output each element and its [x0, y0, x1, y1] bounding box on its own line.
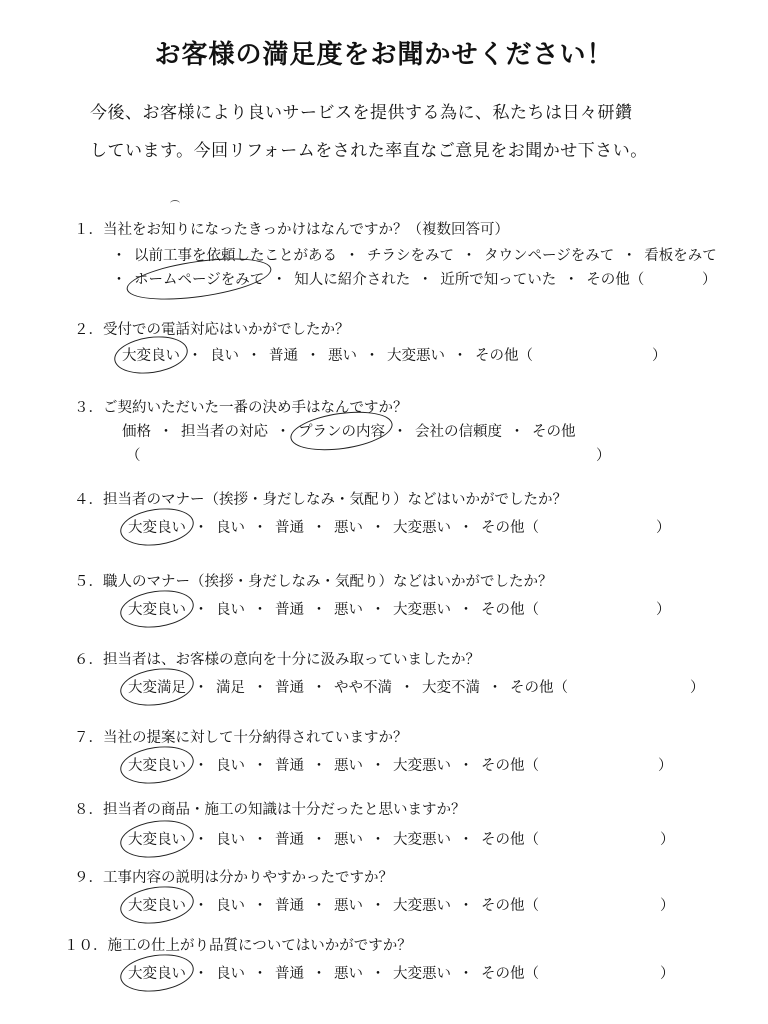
option-very-satisfied[interactable]: 大変満足	[128, 676, 186, 697]
separator: ・	[417, 272, 433, 288]
separator: ・	[370, 966, 386, 982]
option-average[interactable]: 普通	[275, 832, 304, 848]
separator: ・	[370, 602, 386, 618]
option-very-bad[interactable]: 大変悪い	[393, 758, 451, 774]
option-average[interactable]: 普通	[275, 966, 304, 982]
option-referral[interactable]: 知人に紹介された	[294, 272, 411, 288]
option-flyer[interactable]: チラシをみて	[367, 248, 454, 264]
option-townpage[interactable]: タウンページをみて	[484, 248, 615, 264]
separator: ・	[187, 348, 203, 364]
option-good[interactable]: 良い	[216, 832, 245, 848]
question-2-label: ２．受付での電話対応はいかがでしたか？	[74, 322, 350, 338]
option-very-bad[interactable]: 大変悪い	[393, 832, 451, 848]
page-title: お客様の満足度をお聞かせください！	[154, 40, 614, 70]
question-4-options	[128, 516, 539, 537]
separator: ・	[344, 248, 360, 264]
option-other[interactable]: その他（	[481, 898, 539, 914]
separator: ・	[364, 348, 380, 364]
separator: ・	[252, 602, 268, 618]
separator: ・	[458, 758, 474, 774]
option-other[interactable]: その他（	[481, 832, 539, 848]
option-average[interactable]: 普通	[269, 348, 298, 364]
separator: ・	[275, 424, 291, 440]
question-9-label: ９．工事内容の説明は分かりやすかったですか？	[74, 870, 393, 886]
question-7-options	[128, 754, 539, 775]
separator: ・	[370, 898, 386, 914]
separator: ・	[252, 680, 268, 696]
option-price[interactable]: 価格	[122, 424, 151, 440]
separator: ・	[252, 832, 268, 848]
question-1-label: １．当社をお知りになったきっかけはなんですか？（複数回答可）	[74, 222, 509, 238]
question-7-close-paren: ）	[658, 758, 673, 774]
option-very-good[interactable]: 大変良い	[128, 962, 186, 983]
intro-line-1: 今後、お客様により良いサービスを提供する為に、私たちは日々研鑽	[90, 103, 633, 123]
separator: ・	[458, 966, 474, 982]
separator: ・	[246, 348, 262, 364]
option-other[interactable]: その他（	[481, 966, 539, 982]
question-3-open-paren: （	[126, 448, 141, 464]
option-very-good[interactable]: 大変良い	[122, 344, 180, 365]
question-5-label: ５．職人のマナー（挨拶・身だしなみ・気配り）などはいかがでしたか？	[74, 574, 553, 590]
option-bad[interactable]: 悪い	[334, 832, 363, 848]
option-very-bad[interactable]: 大変悪い	[393, 966, 451, 982]
option-plan-content[interactable]: プランの内容	[298, 420, 385, 441]
question-10-label: １０．施工の仕上がり品質についてはいかがですか？	[64, 938, 412, 954]
option-average[interactable]: 普通	[275, 520, 304, 536]
separator: ・	[193, 832, 209, 848]
separator: ・	[311, 832, 327, 848]
option-homepage[interactable]: ホームページをみて	[134, 268, 264, 289]
question-6-close-paren: ）	[690, 680, 705, 696]
separator: ・	[487, 680, 503, 696]
option-bad[interactable]: 悪い	[334, 966, 363, 982]
separator: ・	[193, 898, 209, 914]
option-signboard[interactable]: 看板をみて	[644, 248, 717, 264]
separator: ・	[311, 602, 327, 618]
separator: ・	[311, 898, 327, 914]
option-average[interactable]: 普通	[275, 602, 304, 618]
separator: ・	[252, 966, 268, 982]
option-very-bad[interactable]: 大変悪い	[393, 602, 451, 618]
option-somewhat-dissatisfied[interactable]: やや不満	[334, 680, 392, 696]
separator: ・	[193, 602, 209, 618]
separator: ・	[399, 680, 415, 696]
option-other[interactable]: その他（	[510, 680, 568, 696]
separator: ・	[452, 348, 468, 364]
question-9-close-paren: ）	[660, 898, 675, 914]
separator: ・	[370, 520, 386, 536]
question-2-close-paren: ）	[652, 348, 667, 364]
question-8-options	[128, 828, 539, 849]
option-staff-response[interactable]: 担当者の対応	[181, 424, 268, 440]
option-very-dissatisfied[interactable]: 大変不満	[422, 680, 480, 696]
option-good[interactable]: 良い	[216, 898, 245, 914]
option-other[interactable]: その他（	[481, 602, 539, 618]
option-good[interactable]: 良い	[216, 966, 245, 982]
separator: ・	[311, 680, 327, 696]
question-3-close-paren: ）	[596, 448, 611, 464]
separator: ・	[193, 680, 209, 696]
question-5-close-paren: ）	[656, 602, 671, 618]
separator: ・	[563, 272, 579, 288]
option-nearby[interactable]: 近所で知っていた	[440, 272, 557, 288]
question-8-label: ８．担当者の商品・施工の知識は十分だったと思いますか？	[74, 802, 466, 818]
option-good[interactable]: 良い	[216, 602, 245, 618]
option-average[interactable]: 普通	[275, 898, 304, 914]
separator: ・	[370, 832, 386, 848]
separator: ・	[621, 248, 637, 264]
separator: ・	[370, 758, 386, 774]
separator: ・	[271, 272, 287, 288]
separator: ・	[252, 758, 268, 774]
option-other[interactable]: その他（	[586, 272, 645, 288]
separator: ・	[111, 272, 127, 288]
question-3-label: ３．ご契約いただいた一番の決め手はなんですか？	[74, 400, 408, 416]
question-7-label: ７．当社の提案に対して十分納得されていますか？	[74, 730, 408, 746]
separator: ・	[252, 520, 268, 536]
option-average[interactable]: 普通	[275, 680, 304, 696]
option-very-good[interactable]: 大変良い	[128, 598, 186, 619]
question-2-options	[122, 344, 533, 365]
question-4-close-paren: ）	[656, 520, 671, 536]
separator: ・	[311, 520, 327, 536]
option-average[interactable]: 普通	[275, 758, 304, 774]
option-satisfied[interactable]: 満足	[216, 680, 245, 696]
option-other[interactable]: その他	[532, 424, 576, 440]
option-company-trust[interactable]: 会社の信頼度	[415, 424, 502, 440]
option-bad[interactable]: 悪い	[334, 520, 363, 536]
separator: ・	[458, 520, 474, 536]
option-previous-work[interactable]: 以前工事を依頼したことがある	[134, 248, 337, 264]
separator: ・	[458, 602, 474, 618]
separator: ・	[392, 424, 408, 440]
option-good[interactable]: 良い	[210, 348, 239, 364]
question-4-label: ４．担当者のマナー（挨拶・身だしなみ・気配り）などはいかがでしたか？	[74, 492, 567, 508]
intro-line-2: しています。今回リフォームをされた率直なご意見をお聞かせ下さい。	[90, 141, 648, 161]
option-very-good[interactable]: 大変良い	[128, 828, 186, 849]
separator: ・	[461, 248, 477, 264]
option-very-bad[interactable]: 大変悪い	[387, 348, 445, 364]
option-good[interactable]: 良い	[216, 520, 245, 536]
option-bad[interactable]: 悪い	[328, 348, 357, 364]
separator: ・	[111, 248, 127, 264]
separator: ・	[458, 832, 474, 848]
separator: ・	[193, 966, 209, 982]
option-good[interactable]: 良い	[216, 758, 245, 774]
question-8-close-paren: ）	[660, 832, 675, 848]
question-6-options	[128, 676, 568, 697]
question-5-options	[128, 598, 539, 619]
separator: ・	[458, 898, 474, 914]
option-bad[interactable]: 悪い	[334, 602, 363, 618]
option-other[interactable]: その他（	[481, 758, 539, 774]
question-3-options	[122, 420, 576, 441]
question-6-label: ６．担当者は、お客様の意向を十分に汲み取っていましたか？	[74, 652, 480, 668]
option-very-bad[interactable]: 大変悪い	[393, 520, 451, 536]
option-bad[interactable]: 悪い	[334, 898, 363, 914]
option-very-good[interactable]: 大変良い	[128, 516, 186, 537]
option-other[interactable]: その他（	[475, 348, 533, 364]
question-1-close-paren: ）	[702, 272, 717, 288]
question-9-options	[128, 894, 539, 915]
option-other[interactable]: その他（	[481, 520, 539, 536]
option-very-good[interactable]: 大変良い	[128, 894, 186, 915]
question-1-options-row-2	[104, 268, 644, 289]
question-10-close-paren: ）	[660, 966, 675, 982]
question-10-options	[128, 962, 539, 983]
separator: ・	[193, 520, 209, 536]
option-bad[interactable]: 悪い	[334, 758, 363, 774]
option-very-bad[interactable]: 大変悪い	[393, 898, 451, 914]
option-very-good[interactable]: 大変良い	[128, 754, 186, 775]
pen-mark	[170, 200, 180, 207]
separator: ・	[158, 424, 174, 440]
separator: ・	[305, 348, 321, 364]
separator: ・	[509, 424, 525, 440]
separator: ・	[311, 758, 327, 774]
separator: ・	[311, 966, 327, 982]
separator: ・	[252, 898, 268, 914]
separator: ・	[193, 758, 209, 774]
